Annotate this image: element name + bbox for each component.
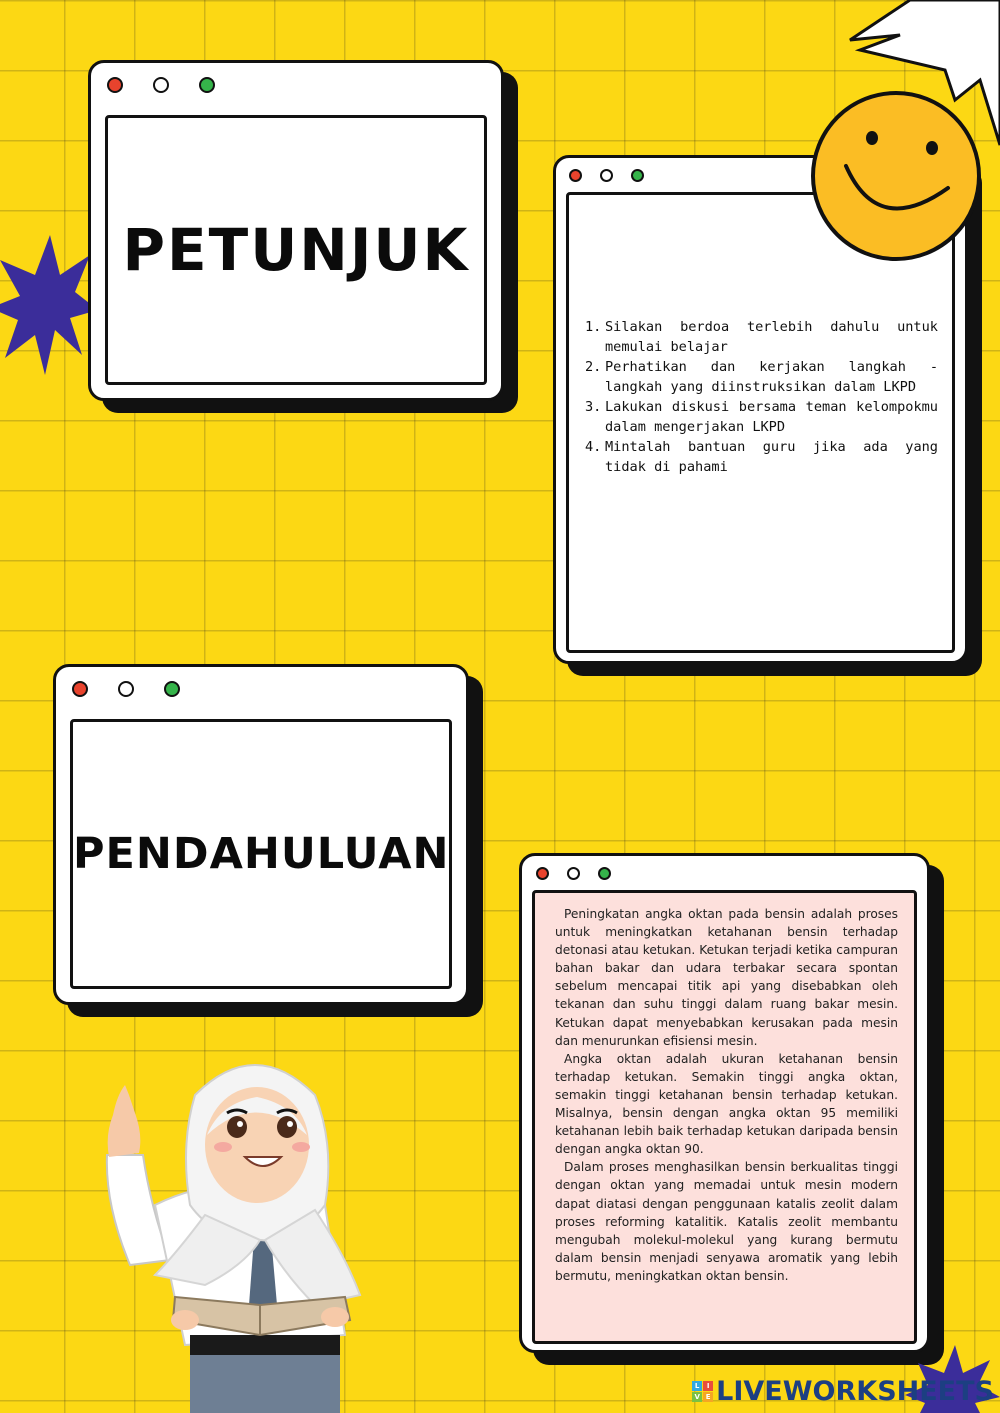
pendahuluan-title: PENDAHULUAN (73, 829, 450, 879)
step-text: Lakukan diskusi bersama teman kelompokmu dalam mengerjakan LKPD (605, 399, 938, 435)
intro-paragraph: Angka oktan adalah ukuran ketahanan bensin terhadap ketukan. Semakin tinggi angka oktan, semakin tinggi ketahanan bensin terhadap ketukan. Misalnya, bensin dengan angka oktan 95 memiliki ketahanan lebih baik terhadap ketukan daripada bensin dengan angka oktan 90. (555, 1051, 898, 1157)
liveworksheets-watermark (692, 1376, 994, 1407)
pendahuluan-text (555, 905, 898, 1285)
logo-letter: L (692, 1381, 702, 1391)
window-maximize-dot (598, 867, 611, 880)
step-text: Perhatikan dan kerjakan langkah - langkah yang diinstruksikan dalam LKPD (605, 359, 938, 395)
petunjuk-title-window (88, 60, 504, 401)
window-maximize-dot (164, 681, 180, 697)
step-item (585, 437, 938, 477)
liveworksheets-logo-icon (692, 1381, 713, 1402)
window-maximize-dot (199, 77, 215, 93)
pendahuluan-title-window (53, 664, 469, 1005)
window-close-dot (569, 169, 582, 182)
step-number: 3. (585, 399, 602, 415)
step-text: Mintalah bantuan guru jika ada yang tidak di pahami (605, 439, 938, 475)
smiley-face-icon (808, 88, 984, 264)
petunjuk-title: PETUNJUK (122, 216, 470, 284)
window-minimize-dot (567, 867, 580, 880)
step-number: 1. (585, 319, 602, 335)
pendahuluan-text-window (519, 853, 930, 1353)
window-minimize-dot (118, 681, 134, 697)
logo-letter: V (692, 1392, 702, 1402)
window-minimize-dot (153, 77, 169, 93)
window-close-dot (72, 681, 88, 697)
step-item (585, 317, 938, 357)
step-text: Silakan berdoa terlebih dahulu untuk memulai belajar (605, 319, 938, 355)
petunjuk-steps-list (585, 317, 938, 477)
step-item (585, 357, 938, 397)
purple-starburst-left (0, 230, 100, 380)
intro-paragraph: Peningkatan angka oktan pada bensin adalah proses untuk meningkatkan ketahanan bensin terhadap detonasi atau ketukan. Ketukan terjadi ketika campuran bahan bakar dan udara terbakar secara spontan sebelum mencapai titik api yang disebabkan oleh tekanan dan suhu tinggi dalam ruang bakar mesin. Ketukan dapat menyebabkan kerusakan pada mesin dan menurunkan efisiensi mesin. (555, 907, 898, 1048)
step-number: 2. (585, 359, 602, 375)
step-item (585, 397, 938, 437)
intro-paragraph: Dalam proses menghasilkan bensin berkualitas tinggi dengan oktan yang memadai untuk mesin modern dapat diatasi dengan penggunaan katalis zeolit dalam proses reforming katalitik. Katalis zeolit membantu mengubah molekul-molekul yang kurang bermutu dalam bensin menjadi senyawa aromatik yang lebih bermutu, meningkatkan oktan bensin. (555, 1160, 898, 1283)
step-number: 4. (585, 439, 602, 455)
window-maximize-dot (631, 169, 644, 182)
window-minimize-dot (600, 169, 613, 182)
student-girl-illustration (95, 1035, 385, 1413)
window-close-dot (536, 867, 549, 880)
watermark-text: LIVEWORKSHEETS (716, 1376, 994, 1407)
window-close-dot (107, 77, 123, 93)
logo-letter: I (703, 1381, 713, 1391)
logo-letter: E (703, 1392, 713, 1402)
